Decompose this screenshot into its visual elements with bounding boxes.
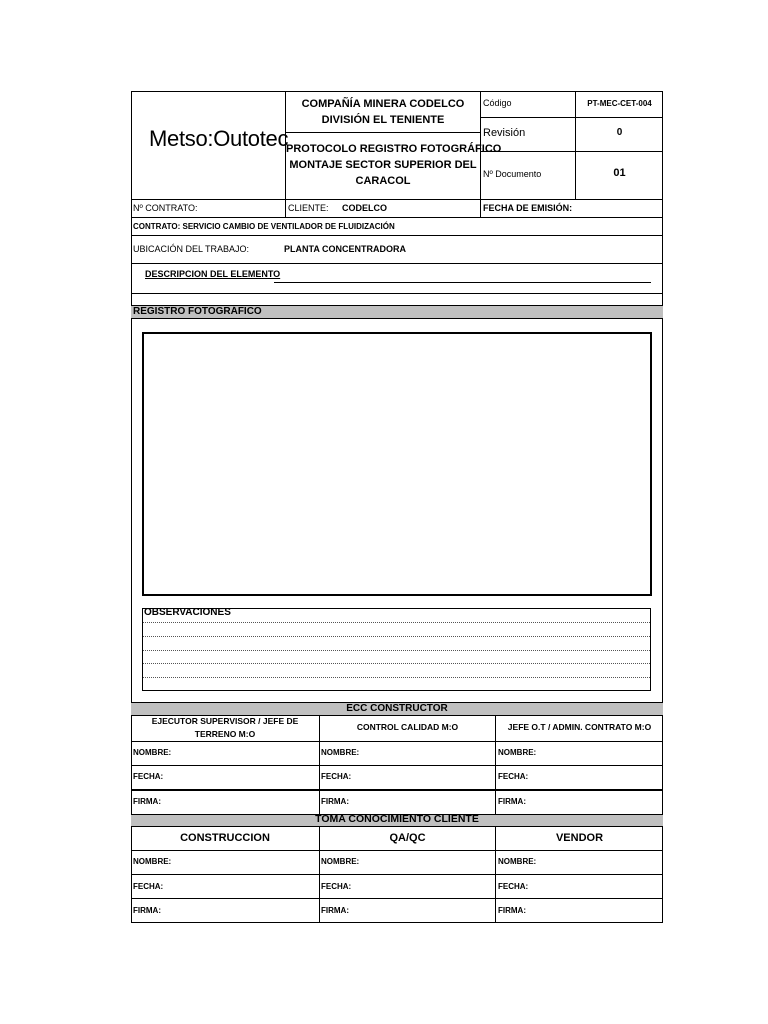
- divider: [131, 898, 663, 899]
- descripcion-label: DESCRIPCION DEL ELEMENTO: [145, 269, 281, 279]
- fecha-emision-label: FECHA DE EMISIÓN:: [483, 203, 573, 213]
- contrato-number-label: Nº CONTRATO:: [133, 203, 198, 213]
- cliente-col1-header: CONSTRUCCION: [180, 832, 270, 844]
- cliente-fecha-label: FECHA:: [321, 882, 352, 891]
- cliente-value: CODELCO: [342, 203, 387, 213]
- documento-label: Nº Documento: [483, 169, 542, 179]
- ecc-col2-header: CONTROL CALIDAD M:O: [356, 722, 459, 732]
- divider: [131, 874, 663, 875]
- divider: [131, 826, 663, 827]
- divider: [131, 741, 663, 742]
- divider: [131, 199, 663, 200]
- ecc-firma-label: FIRMA:: [321, 797, 349, 806]
- cliente-firma-label: FIRMA:: [321, 906, 349, 915]
- ecc-fecha-label: FECHA:: [321, 772, 352, 781]
- codigo-value: PT-MEC-CET-004: [587, 99, 652, 108]
- cliente-label: CLIENTE:: [288, 203, 329, 213]
- observaciones-line[interactable]: [143, 622, 650, 623]
- ecc-col1-header-line1: EJECUTOR SUPERVISOR / JEFE DE: [151, 716, 299, 726]
- ecc-col1-header-line2: TERRENO M:O: [194, 729, 256, 739]
- registro-title: REGISTRO FOTOGRÁFICO: [133, 306, 262, 317]
- divider: [480, 199, 481, 217]
- divider: [131, 850, 663, 851]
- divider: [131, 235, 663, 236]
- ecc-nombre-label: NOMBRE:: [498, 748, 537, 757]
- cliente-col2-header: QA/QC: [389, 832, 426, 844]
- ecc-title: ECC CONSTRUCTOR: [346, 703, 448, 714]
- ecc-firma-label: FIRMA:: [498, 797, 526, 806]
- observaciones-line[interactable]: [143, 677, 650, 678]
- divider: [480, 151, 663, 152]
- divider: [131, 789, 663, 791]
- ubicacion-value: PLANTA CONCENTRADORA: [284, 244, 406, 254]
- descripcion-underline: [274, 282, 651, 283]
- cliente-title: TOMA CONOCIMIENTO CLIENTE: [315, 813, 479, 825]
- observaciones-title: OBSERVACIONES: [144, 607, 231, 618]
- ecc-firma-label: FIRMA:: [133, 797, 161, 806]
- revision-value: 0: [616, 127, 623, 138]
- codigo-label: Código: [483, 98, 512, 108]
- observaciones-line[interactable]: [143, 650, 650, 651]
- documento-value: 01: [613, 167, 626, 179]
- ecc-nombre-label: NOMBRE:: [321, 748, 360, 757]
- company-logo: Metso:Outotec: [149, 126, 289, 151]
- divider: [131, 293, 663, 294]
- protocol-title-line3: CARACOL: [355, 175, 411, 187]
- divider: [131, 217, 663, 218]
- cliente-fecha-label: FECHA:: [498, 882, 529, 891]
- cliente-col3-header: VENDOR: [555, 832, 604, 844]
- cliente-fecha-label: FECHA:: [133, 882, 164, 891]
- ecc-fecha-label: FECHA:: [133, 772, 164, 781]
- cliente-firma-label: FIRMA:: [498, 906, 526, 915]
- divider: [285, 199, 286, 217]
- revision-label: Revisión: [483, 127, 526, 139]
- divider: [131, 765, 663, 766]
- ecc-nombre-label: NOMBRE:: [133, 748, 172, 757]
- division-name: DIVISIÓN EL TENIENTE: [321, 114, 445, 126]
- ecc-fecha-label: FECHA:: [498, 772, 529, 781]
- protocol-title-line1: PROTOCOLO REGISTRO FOTOGRÁFICO: [286, 143, 502, 155]
- divider: [480, 117, 663, 118]
- company-name: COMPAÑÍA MINERA CODELCO: [301, 98, 465, 110]
- ubicacion-label: UBICACIÓN DEL TRABAJO:: [133, 244, 250, 254]
- ecc-col3-header: JEFE O.T / ADMIN. CONTRATO M:O: [507, 722, 652, 732]
- cliente-firma-label: FIRMA:: [133, 906, 161, 915]
- protocol-title-line2: MONTAJE SECTOR SUPERIOR DEL: [289, 159, 477, 171]
- cliente-nombre-label: NOMBRE:: [133, 857, 172, 866]
- photo-area[interactable]: [142, 332, 652, 596]
- contrato-description: CONTRATO: SERVICIO CAMBIO DE VENTILADOR DE FLUIDIZACIÓN: [133, 222, 395, 231]
- cliente-nombre-label: NOMBRE:: [498, 857, 537, 866]
- divider: [285, 132, 481, 133]
- divider: [131, 263, 663, 264]
- observaciones-line[interactable]: [143, 636, 650, 637]
- cliente-nombre-label: NOMBRE:: [321, 857, 360, 866]
- observaciones-line[interactable]: [143, 663, 650, 664]
